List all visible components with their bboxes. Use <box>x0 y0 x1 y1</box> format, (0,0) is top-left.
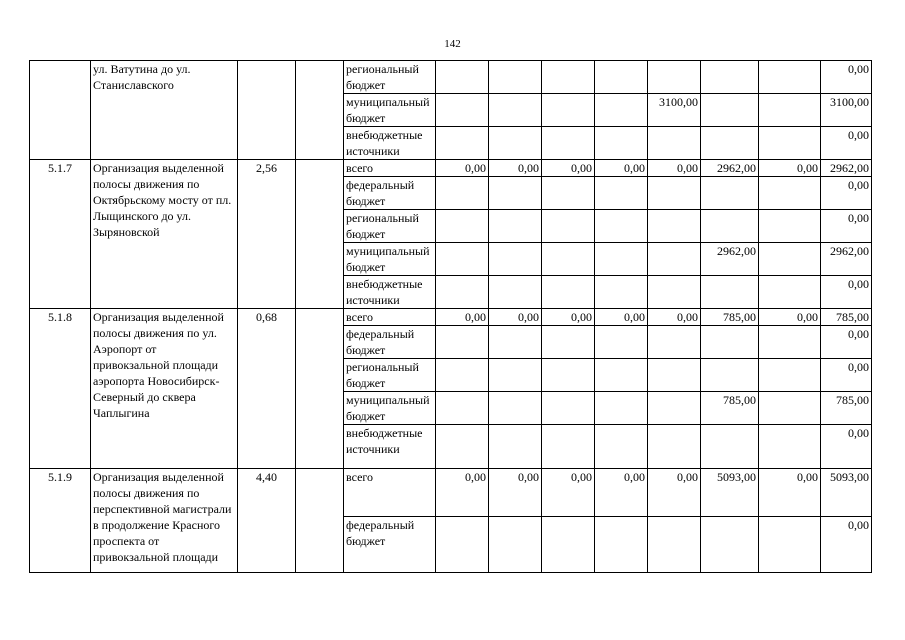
amount-cell <box>489 61 542 94</box>
amount-cell <box>436 61 489 94</box>
table-row <box>30 61 872 94</box>
measure-length <box>238 61 296 160</box>
amount-cell: 785,00 <box>821 309 872 326</box>
amount-cell <box>759 517 821 573</box>
amount-cell <box>648 243 701 276</box>
funding-source-label: внебюджетные источники <box>344 276 436 309</box>
amount-cell <box>489 210 542 243</box>
amount-cell: 0,00 <box>542 160 595 177</box>
amount-cell <box>542 94 595 127</box>
amount-cell: 0,00 <box>436 309 489 326</box>
amount-cell: 2962,00 <box>701 160 759 177</box>
amount-cell <box>759 276 821 309</box>
amount-cell: 785,00 <box>821 392 872 425</box>
amount-cell <box>701 326 759 359</box>
amount-cell: 2962,00 <box>821 243 872 276</box>
empty-cell <box>296 309 344 469</box>
budget-table <box>29 60 872 573</box>
amount-cell <box>759 359 821 392</box>
amount-cell <box>436 127 489 160</box>
amount-cell <box>648 517 701 573</box>
amount-cell <box>436 177 489 210</box>
amount-cell: 0,00 <box>821 425 872 469</box>
amount-cell <box>595 61 648 94</box>
amount-cell <box>759 392 821 425</box>
amount-cell <box>542 425 595 469</box>
amount-cell <box>489 517 542 573</box>
amount-cell <box>595 210 648 243</box>
funding-source-label: федеральный бюджет <box>344 177 436 210</box>
amount-cell <box>489 276 542 309</box>
amount-cell: 2962,00 <box>701 243 759 276</box>
amount-cell <box>542 326 595 359</box>
amount-cell <box>489 177 542 210</box>
amount-cell <box>489 127 542 160</box>
measure-code: 5.1.8 <box>30 309 91 469</box>
amount-cell: 0,00 <box>759 160 821 177</box>
amount-cell <box>759 61 821 94</box>
amount-cell: 0,00 <box>759 469 821 517</box>
amount-cell: 0,00 <box>542 469 595 517</box>
measure-length: 4,40 <box>238 469 296 573</box>
amount-cell: 0,00 <box>821 276 872 309</box>
amount-cell: 0,00 <box>821 177 872 210</box>
amount-cell <box>595 392 648 425</box>
empty-cell <box>296 160 344 309</box>
amount-cell <box>759 326 821 359</box>
amount-cell <box>595 326 648 359</box>
amount-cell <box>648 392 701 425</box>
amount-cell: 0,00 <box>759 309 821 326</box>
amount-cell <box>436 517 489 573</box>
measure-code: 5.1.7 <box>30 160 91 309</box>
amount-cell <box>759 177 821 210</box>
amount-cell <box>595 425 648 469</box>
funding-source-label: всего <box>344 160 436 177</box>
amount-cell <box>701 61 759 94</box>
measure-length: 2,56 <box>238 160 296 309</box>
amount-cell <box>595 276 648 309</box>
measure-code: 5.1.9 <box>30 469 91 573</box>
amount-cell: 0,00 <box>489 309 542 326</box>
measure-title: Организация выделенной полосы движения по перспективной магистрали в продолжение Красного проспекта от привокзальной площади <box>91 469 238 573</box>
measure-title: Организация выделенной полосы движения по ул. Аэропорт от привокзальной площади аэропорта Новосибирск-Северный до сквера Чаплыгина <box>91 309 238 469</box>
amount-cell <box>701 210 759 243</box>
measure-code <box>30 61 91 160</box>
amount-cell: 0,00 <box>648 469 701 517</box>
amount-cell <box>648 177 701 210</box>
amount-cell <box>542 243 595 276</box>
measure-title: ул. Ватутина до ул. Станиславского <box>91 61 238 160</box>
amount-cell <box>759 94 821 127</box>
amount-cell: 0,00 <box>489 469 542 517</box>
table-row <box>30 469 872 517</box>
amount-cell <box>648 276 701 309</box>
amount-cell <box>648 61 701 94</box>
amount-cell <box>759 425 821 469</box>
amount-cell <box>648 127 701 160</box>
table-row <box>30 160 872 177</box>
amount-cell <box>436 276 489 309</box>
amount-cell: 0,00 <box>595 309 648 326</box>
amount-cell: 3100,00 <box>821 94 872 127</box>
amount-cell <box>436 243 489 276</box>
page-number: 142 <box>444 38 461 50</box>
amount-cell: 0,00 <box>595 160 648 177</box>
amount-cell <box>489 359 542 392</box>
amount-cell <box>436 425 489 469</box>
empty-cell <box>296 469 344 573</box>
amount-cell <box>701 127 759 160</box>
amount-cell <box>542 392 595 425</box>
amount-cell <box>701 425 759 469</box>
funding-source-label: внебюджетные источники <box>344 425 436 469</box>
funding-source-label: региональный бюджет <box>344 61 436 94</box>
amount-cell <box>436 94 489 127</box>
amount-cell <box>759 127 821 160</box>
amount-cell: 5093,00 <box>821 469 872 517</box>
amount-cell <box>648 326 701 359</box>
table-body <box>30 61 872 573</box>
amount-cell: 0,00 <box>595 469 648 517</box>
amount-cell <box>595 94 648 127</box>
measure-length: 0,68 <box>238 309 296 469</box>
table-row <box>30 309 872 326</box>
amount-cell <box>489 326 542 359</box>
amount-cell: 0,00 <box>436 469 489 517</box>
amount-cell <box>542 517 595 573</box>
amount-cell: 785,00 <box>701 392 759 425</box>
funding-source-label: федеральный бюджет <box>344 326 436 359</box>
amount-cell: 0,00 <box>821 326 872 359</box>
amount-cell <box>489 392 542 425</box>
amount-cell: 2962,00 <box>821 160 872 177</box>
amount-cell: 0,00 <box>821 61 872 94</box>
amount-cell: 0,00 <box>821 359 872 392</box>
amount-cell <box>701 276 759 309</box>
amount-cell: 0,00 <box>821 127 872 160</box>
amount-cell <box>489 94 542 127</box>
amount-cell <box>701 517 759 573</box>
amount-cell: 0,00 <box>542 309 595 326</box>
measure-title: Организация выделенной полосы движения по Октябрьскому мосту от пл. Лыщинского до ул. Зыряновской <box>91 160 238 309</box>
amount-cell <box>595 127 648 160</box>
amount-cell <box>542 61 595 94</box>
funding-source-label: региональный бюджет <box>344 359 436 392</box>
amount-cell <box>701 94 759 127</box>
amount-cell: 5093,00 <box>701 469 759 517</box>
empty-cell <box>296 61 344 160</box>
funding-source-label: федеральный бюджет <box>344 517 436 573</box>
amount-cell: 0,00 <box>648 309 701 326</box>
amount-cell <box>701 177 759 210</box>
amount-cell <box>595 177 648 210</box>
amount-cell: 785,00 <box>701 309 759 326</box>
amount-cell <box>759 210 821 243</box>
amount-cell <box>648 359 701 392</box>
funding-source-label: муниципальный бюджет <box>344 94 436 127</box>
funding-source-label: всего <box>344 469 436 517</box>
amount-cell <box>648 425 701 469</box>
amount-cell <box>436 326 489 359</box>
amount-cell <box>542 127 595 160</box>
amount-cell: 0,00 <box>821 210 872 243</box>
amount-cell <box>542 359 595 392</box>
amount-cell <box>436 210 489 243</box>
amount-cell <box>436 392 489 425</box>
amount-cell <box>759 243 821 276</box>
amount-cell <box>648 210 701 243</box>
amount-cell <box>595 359 648 392</box>
amount-cell: 0,00 <box>489 160 542 177</box>
amount-cell <box>701 359 759 392</box>
amount-cell <box>542 276 595 309</box>
amount-cell <box>595 517 648 573</box>
amount-cell <box>489 425 542 469</box>
amount-cell <box>595 243 648 276</box>
funding-source-label: региональный бюджет <box>344 210 436 243</box>
amount-cell <box>436 359 489 392</box>
amount-cell: 3100,00 <box>648 94 701 127</box>
funding-source-label: муниципальный бюджет <box>344 392 436 425</box>
funding-source-label: муниципальный бюджет <box>344 243 436 276</box>
funding-source-label: внебюджетные источники <box>344 127 436 160</box>
amount-cell <box>489 243 542 276</box>
amount-cell: 0,00 <box>436 160 489 177</box>
amount-cell <box>542 177 595 210</box>
amount-cell: 0,00 <box>821 517 872 573</box>
amount-cell: 0,00 <box>648 160 701 177</box>
amount-cell <box>542 210 595 243</box>
funding-source-label: всего <box>344 309 436 326</box>
